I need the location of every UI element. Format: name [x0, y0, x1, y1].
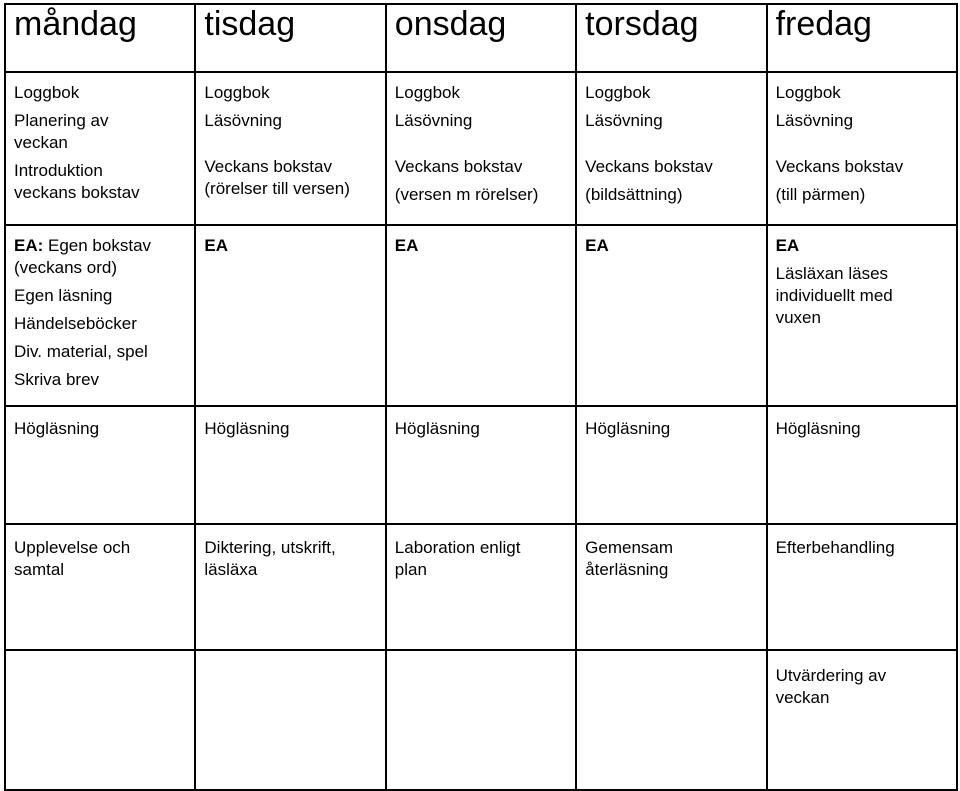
cell-text: Loggbok: [204, 83, 270, 102]
header-row: [5, 4, 957, 72]
cell-text: Egen bokstav: [43, 236, 152, 255]
ea-label: EA: [585, 236, 609, 255]
cell-text: (till pärmen): [775, 185, 866, 204]
ea-label: EA: [204, 236, 229, 255]
cell-friday-morning: [767, 72, 957, 225]
cell-text: Utvärdering av: [775, 666, 887, 685]
cell-thursday-reading: Högläsning: [576, 406, 766, 524]
cell-text: Upplevelse och: [14, 538, 131, 557]
cell-text: Laboration enligt: [394, 538, 521, 557]
cell-tuesday-afternoon: [195, 524, 385, 650]
cell-text: Läsövning: [585, 111, 663, 130]
cell-text: vuxen: [775, 308, 821, 327]
cell-text: Läsövning: [394, 111, 473, 130]
ea-label: EA:: [14, 236, 44, 255]
cell-text: plan: [394, 560, 427, 579]
cell-text: individuellt med: [775, 286, 893, 305]
cell-text: (bildsättning): [585, 185, 683, 204]
cell-text: Loggbok: [775, 83, 841, 102]
cell-monday-morning: [5, 72, 195, 225]
cell-text: (versen m rörelser): [394, 185, 539, 204]
cell-text: Läsövning: [775, 111, 854, 130]
evaluation-row: [5, 650, 957, 790]
cell-wednesday-evaluation: [386, 650, 576, 790]
cell-text: (rörelser till versen): [204, 179, 350, 198]
cell-wednesday-reading: Högläsning: [386, 406, 576, 524]
cell-thursday-ea: [576, 225, 766, 406]
cell-wednesday-afternoon: [386, 524, 576, 650]
cell-text: Veckans bokstav: [394, 157, 523, 176]
cell-text: Efterbehandling: [775, 538, 895, 557]
ea-row: [5, 225, 957, 406]
cell-text: Veckans bokstav: [585, 157, 713, 176]
cell-monday-reading: Högläsning: [5, 406, 195, 524]
cell-friday-afternoon: [767, 524, 957, 650]
cell-text: Diktering, utskrift,: [204, 538, 336, 557]
ea-label: EA: [394, 236, 419, 255]
cell-text: [14, 235, 186, 257]
cell-text: Planering av: [14, 111, 109, 130]
cell-text: Loggbok: [394, 83, 461, 102]
morning-row: [5, 72, 957, 225]
cell-tuesday-ea: [195, 225, 385, 406]
cell-friday-evaluation: [767, 650, 957, 790]
day-header-thursday: torsdag: [576, 4, 766, 72]
cell-text: (veckans ord): [14, 258, 117, 277]
cell-text: Veckans bokstav: [204, 157, 332, 176]
day-header-monday: måndag: [5, 4, 195, 72]
cell-tuesday-evaluation: [195, 650, 385, 790]
reading-aloud-row: [5, 406, 957, 524]
ea-label: EA: [775, 236, 800, 255]
day-header-wednesday: onsdag: [386, 4, 576, 72]
cell-text: Introduktion: [14, 161, 103, 180]
cell-friday-reading: Högläsning: [767, 406, 957, 524]
cell-text: Händelseböcker: [14, 314, 137, 333]
cell-text: veckan: [775, 688, 830, 707]
afternoon-row: [5, 524, 957, 650]
cell-text: samtal: [14, 560, 65, 579]
day-header-friday: fredag: [767, 4, 957, 72]
cell-text: Skriva brev: [14, 370, 100, 389]
cell-text: läsläxa: [204, 560, 258, 579]
cell-text: Gemensam: [585, 538, 674, 557]
cell-monday-ea: [5, 225, 195, 406]
cell-text: Veckans bokstav: [775, 157, 904, 176]
day-header-tuesday: tisdag: [195, 4, 385, 72]
cell-tuesday-morning: [195, 72, 385, 225]
cell-text: Egen läsning: [14, 286, 113, 305]
cell-wednesday-ea: [386, 225, 576, 406]
cell-text: återläsning: [585, 560, 669, 579]
cell-monday-afternoon: [5, 524, 195, 650]
cell-wednesday-morning: [386, 72, 576, 225]
cell-friday-ea: [767, 225, 957, 406]
cell-text: Läsläxan läses: [775, 264, 889, 283]
cell-tuesday-reading: Högläsning: [195, 406, 385, 524]
cell-monday-evaluation: [5, 650, 195, 790]
cell-text: Div. material, spel: [14, 342, 148, 361]
cell-text: veckans bokstav: [14, 183, 140, 202]
cell-thursday-afternoon: [576, 524, 766, 650]
cell-text: Läsövning: [204, 111, 282, 130]
cell-text: veckan: [14, 133, 68, 152]
cell-text: Loggbok: [14, 83, 80, 102]
cell-thursday-morning: [576, 72, 766, 225]
cell-text: Loggbok: [585, 83, 651, 102]
cell-thursday-evaluation: [576, 650, 766, 790]
weekly-schedule-table: [4, 3, 958, 791]
